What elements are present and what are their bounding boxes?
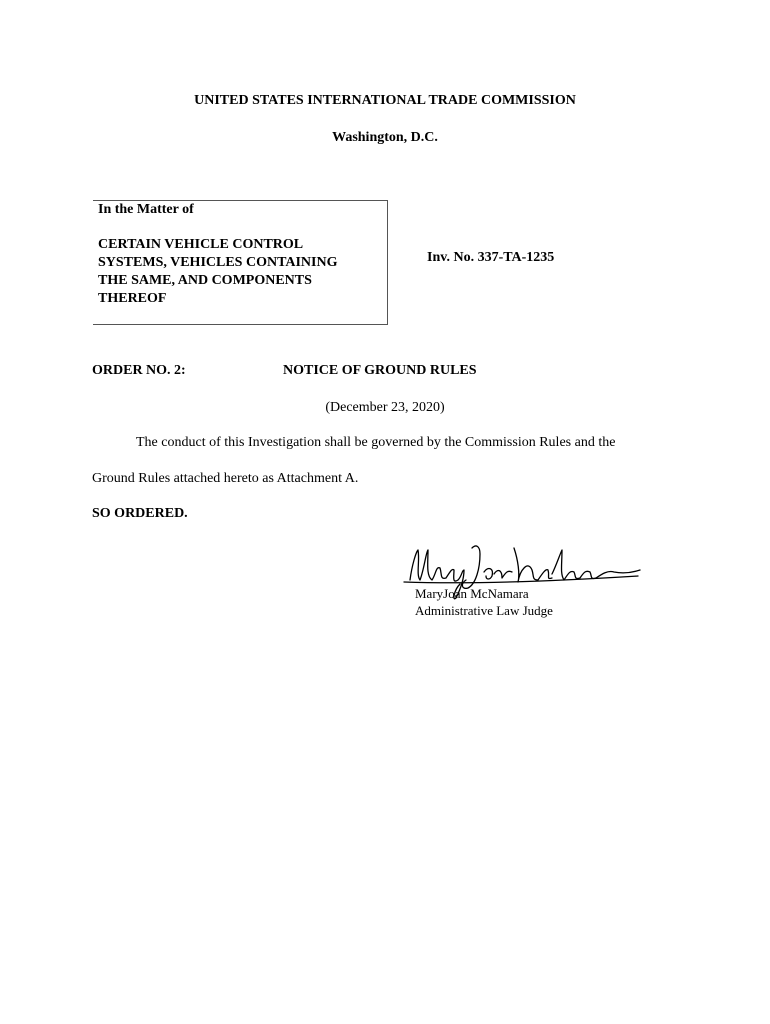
order-body-line-1: The conduct of this Investigation shall be governed by the Commission Rules and the [136,435,616,450]
caption-in-the-matter-of: In the Matter of [98,202,194,217]
signer-title: Administrative Law Judge [415,603,553,618]
order-number: ORDER NO. 2: [92,363,186,378]
caption-case-title: CERTAIN VEHICLE CONTROL SYSTEMS, VEHICLES CONTAINING THE SAME, AND COMPONENTS THEREOF [98,237,338,306]
order-body-line-2: Ground Rules attached hereto as Attachment A. [92,471,359,486]
commission-location: Washington, D.C. [332,130,438,145]
order-date: (December 23, 2020) [325,400,445,415]
order-title: NOTICE OF GROUND RULES [283,363,477,378]
commission-heading: UNITED STATES INTERNATIONAL TRADE COMMISSION [194,93,576,108]
signer-name: MaryJoan McNamara [415,586,529,601]
so-ordered: SO ORDERED. [92,506,188,521]
investigation-number: Inv. No. 337-TA-1235 [427,250,555,265]
